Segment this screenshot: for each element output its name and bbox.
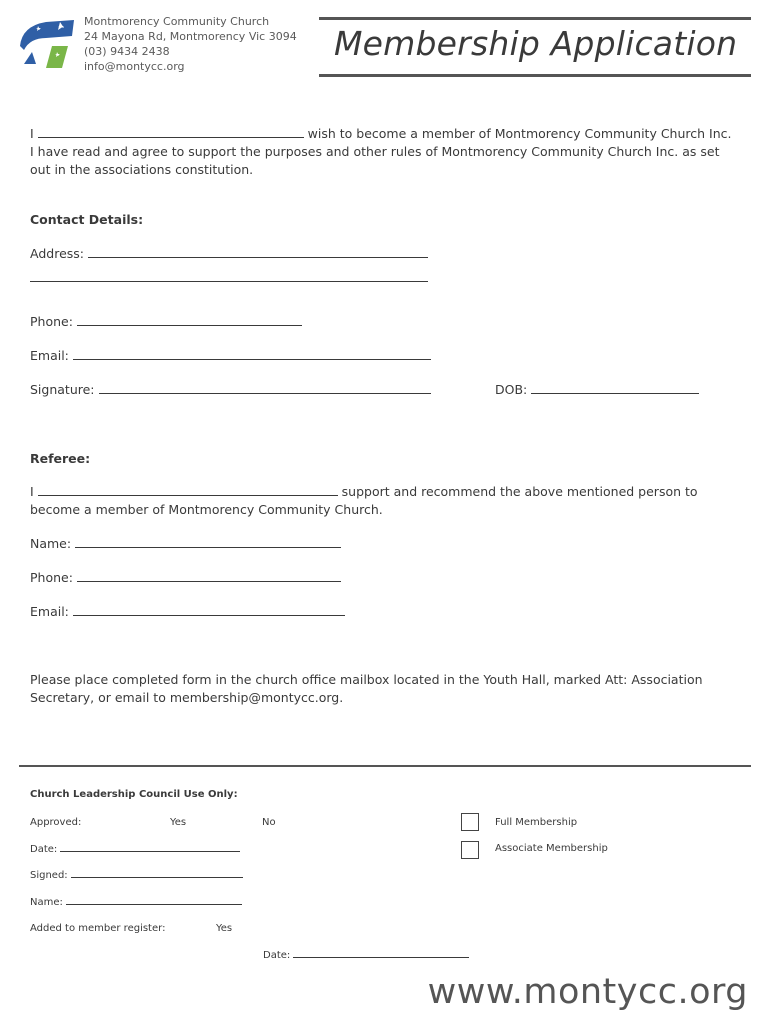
church-contact-block xyxy=(84,14,297,74)
signature-label: Signature: xyxy=(30,382,95,397)
page-title: Membership Application xyxy=(334,24,738,63)
dob-label: DOB: xyxy=(495,382,528,397)
referee-name-row xyxy=(30,535,341,553)
phone-field[interactable] xyxy=(77,315,302,326)
associate-membership-label: Associate Membership xyxy=(495,843,608,854)
referee-line-2: become a member of Montmorency Community Church. xyxy=(30,502,383,517)
referee-phone-row xyxy=(30,569,341,587)
church-address: 24 Mayona Rd, Montmorency Vic 3094 xyxy=(84,30,297,43)
referee-heading: Referee: xyxy=(30,451,91,466)
signature-field[interactable] xyxy=(99,383,431,394)
email-label: Email: xyxy=(30,348,69,363)
council-date-label: Date: xyxy=(30,844,58,855)
phone-row xyxy=(30,313,302,331)
referee-name-label: Name: xyxy=(30,536,72,551)
dob-row xyxy=(495,381,699,399)
referee-phone-field[interactable] xyxy=(77,571,341,582)
register-date-field[interactable] xyxy=(293,949,469,958)
address-field[interactable] xyxy=(88,247,428,258)
instructions-line-1: Please place completed form in the church office mailbox located in the Youth Hall, marked Att: Association xyxy=(30,672,703,687)
council-name-field[interactable] xyxy=(66,896,242,905)
church-phone: (03) 9434 2438 xyxy=(84,45,170,58)
council-date-row xyxy=(30,843,240,857)
referee-prefix: I xyxy=(30,484,34,499)
referee-line-1 xyxy=(30,483,698,501)
instructions-line-2: Secretary, or email to membership@montycc.org. xyxy=(30,690,344,705)
footer-website[interactable]: www.montycc.org xyxy=(427,972,748,1012)
council-signed-row xyxy=(30,869,243,883)
council-name-row xyxy=(30,896,242,910)
title-rule-bottom xyxy=(319,74,751,77)
phone-label: Phone: xyxy=(30,314,73,329)
council-name-label: Name: xyxy=(30,897,63,908)
declaration-suffix: wish to become a member of Montmorency Community Church Inc. xyxy=(307,126,732,141)
council-date-field[interactable] xyxy=(60,843,240,852)
referee-name-field[interactable] xyxy=(75,537,341,548)
approved-no[interactable]: No xyxy=(262,817,276,828)
declaration-line-2: I have read and agree to support the purposes and other rules of Montmorency Community Church Inc. as set xyxy=(30,144,720,159)
referee-declarant-field[interactable] xyxy=(38,485,338,496)
referee-email-row xyxy=(30,603,345,621)
register-date-label: Date: xyxy=(263,950,291,961)
address-field-line-2[interactable] xyxy=(30,281,428,282)
register-date-row xyxy=(263,949,469,963)
church-name: Montmorency Community Church xyxy=(84,15,270,28)
council-signed-field[interactable] xyxy=(71,869,243,878)
email-row xyxy=(30,347,431,365)
email-field[interactable] xyxy=(73,349,431,360)
full-membership-label: Full Membership xyxy=(495,817,578,828)
declaration-line-1 xyxy=(30,125,731,143)
applicant-name-field[interactable] xyxy=(38,127,304,138)
added-register-label: Added to member register: xyxy=(30,923,166,934)
approved-yes[interactable]: Yes xyxy=(170,817,187,828)
approved-label: Approved: xyxy=(30,817,82,828)
address-label: Address: xyxy=(30,246,84,261)
signature-row xyxy=(30,381,431,399)
section-divider xyxy=(19,765,751,767)
council-heading: Church Leadership Council Use Only: xyxy=(30,789,238,800)
contact-heading: Contact Details: xyxy=(30,212,144,227)
full-membership-checkbox[interactable] xyxy=(461,813,479,831)
referee-phone-label: Phone: xyxy=(30,570,73,585)
associate-membership-checkbox[interactable] xyxy=(461,841,479,859)
address-row xyxy=(30,245,428,263)
council-signed-label: Signed: xyxy=(30,870,68,881)
referee-email-label: Email: xyxy=(30,604,69,619)
church-logo xyxy=(16,16,76,72)
referee-email-field[interactable] xyxy=(73,605,345,616)
church-email: info@montycc.org xyxy=(84,60,185,73)
added-register-yes[interactable]: Yes xyxy=(216,923,233,934)
title-rule-top xyxy=(319,17,751,20)
referee-suffix: support and recommend the above mentioned person to xyxy=(341,484,698,499)
dob-field[interactable] xyxy=(531,383,699,394)
declaration-line-3: out in the associations constitution. xyxy=(30,162,254,177)
declaration-prefix: I xyxy=(30,126,34,141)
